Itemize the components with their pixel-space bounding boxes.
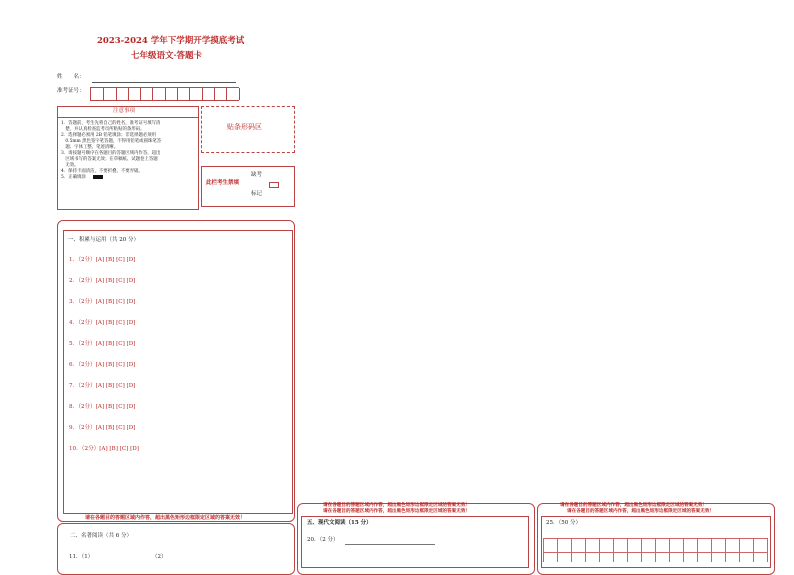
notice-item: 4．保持卡面清洁，不要折叠、不要弄破。 <box>61 169 143 174</box>
name-field[interactable] <box>92 82 236 83</box>
question-3[interactable]: 3．（2分）[A] [B] [C] [D] <box>69 299 136 305</box>
essay-grid[interactable] <box>543 538 768 562</box>
notice-item: 5．正确填涂 <box>61 175 161 181</box>
notice-box <box>57 106 199 210</box>
answer-area-warning: 请在各题目的答题区域内作答，超出黑色矩形边框限定区域的答案无效！ <box>85 515 246 521</box>
essay-label: 25．（50 分） <box>546 520 581 526</box>
question-20-line[interactable] <box>345 544 435 545</box>
question-5[interactable]: 5．（2分）[A] [B] [C] [D] <box>69 341 136 347</box>
question-11-part2[interactable]: （2） <box>152 554 167 560</box>
absent-note: 此栏考生禁填 <box>206 180 240 186</box>
question-20[interactable]: 20．（2 分） <box>307 537 339 543</box>
exam-id-cells[interactable] <box>90 87 239 101</box>
notice-list <box>61 121 161 181</box>
notice-item: 无效。 <box>61 163 79 168</box>
answer-area-warning-mid: 请在各题目的答题区域内作答，超出黑色矩形边框限定区域的答案无效！ <box>323 503 471 508</box>
exam-subtitle: 七年级语文·答题卡 <box>131 51 202 61</box>
barcode-label: 贴条形码区 <box>227 123 262 131</box>
exam-title: 2023-2024 学年下学期开学摸底考试 <box>97 36 245 46</box>
section1-title: 一、积累与运用（共 20 分） <box>68 237 139 243</box>
name-label: 姓 名： <box>57 74 85 80</box>
notice-item: 题；字体工整、笔迹清晰。 <box>61 145 119 150</box>
question-4[interactable]: 4．（2分）[A] [B] [C] [D] <box>69 320 136 326</box>
notice-item: 0.5mm 黑色签字笔答题，不得用铅笔或圆珠笔答 <box>61 139 162 144</box>
section1-panel <box>63 230 293 514</box>
question-6[interactable]: 6．（2分）[A] [B] [C] [D] <box>69 362 136 368</box>
question-9[interactable]: 9．（2分）[A] [B] [C] [D] <box>69 425 136 431</box>
notice-item: 楚，并认真检查监考员所粘贴的条形码。 <box>61 127 145 132</box>
section2-outer <box>57 523 295 575</box>
notice-item: 1．答题前，考生先将自己的姓名，准考证号填写清 <box>61 121 161 126</box>
question-10[interactable]: 10．（2分）[A] [B] [C] [D] <box>69 446 139 452</box>
barcode-area <box>201 106 295 153</box>
filled-bubble-example <box>93 175 103 179</box>
answer-area-warning-right: 请在各题目的答题区域内作答，超出黑色矩形边框限定区域的答案无效！ <box>560 503 708 508</box>
absent-mark-label: 缺考 <box>251 172 263 178</box>
exam-id-label: 准考证号： <box>57 88 85 94</box>
question-11-part1[interactable]: 11．（1） <box>69 554 94 560</box>
section5-title: 五、现代文阅读（15 分） <box>307 520 372 526</box>
question-1[interactable]: 1．（2分）[A] [B] [C] [D] <box>69 257 136 263</box>
absent-mark-label-2: 标记 <box>251 191 263 197</box>
absent-mark-box <box>201 166 295 207</box>
notice-item: 区域书写的答案无效；在草稿纸、试题卷上答题 <box>61 157 158 162</box>
answer-area-warning-mid-2: 请在各题目的答题区域内作答，超出黑色矩形边框限定区域的答案无效！ <box>323 509 471 514</box>
question-8[interactable]: 8．（2分）[A] [B] [C] [D] <box>69 404 136 410</box>
answer-area-warning-right-2: 请在各题目的答题区域内作答，超出黑色矩形边框限定区域的答案无效！ <box>567 509 715 514</box>
notice-title: 注意事项 <box>113 108 136 114</box>
absent-checkbox[interactable] <box>269 182 279 188</box>
notice-item: 3．请按题号顺序在各题目的答题区域内作答，超出 <box>61 151 161 156</box>
notice-item: 2．选择题必须用 2B 铅笔填涂；非选择题必须用 <box>61 133 157 138</box>
section2-title: 二、名著阅读（共 6 分） <box>70 533 132 539</box>
question-7[interactable]: 7．（2分）[A] [B] [C] [D] <box>69 383 136 389</box>
question-2[interactable]: 2．（2分）[A] [B] [C] [D] <box>69 278 136 284</box>
